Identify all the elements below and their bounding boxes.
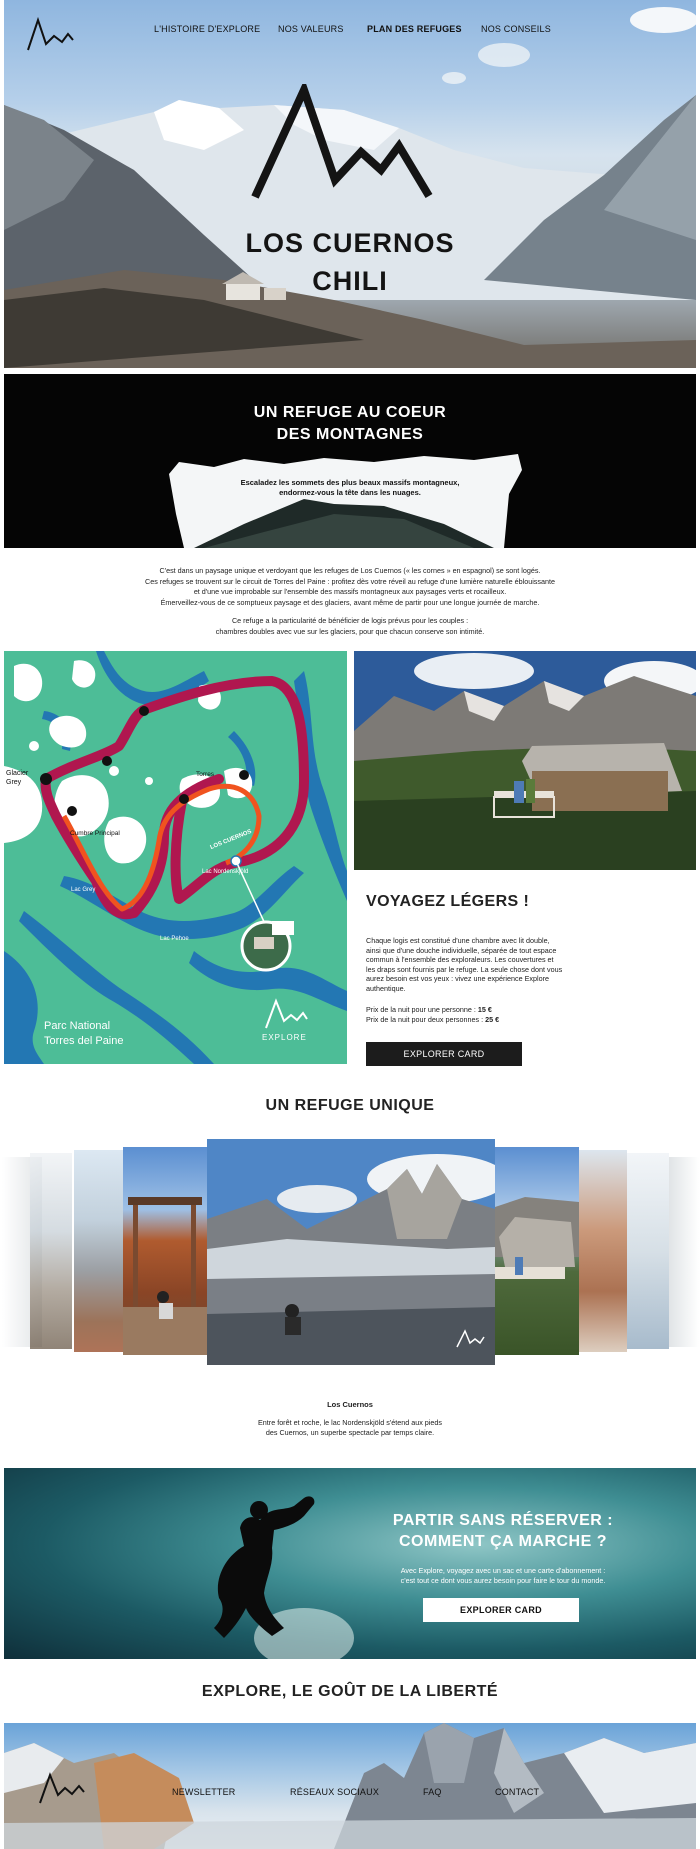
gallery-caption-line: Entre forêt et roche, le lac Nordenskjöld s'étend aux pieds [258,1418,442,1427]
refuge-map [4,651,347,1064]
map-label-glacier-word: Glacier [6,770,29,777]
footer-contact[interactable]: CONTACT [495,1787,540,1797]
map-park-line2: Torres del Paine [44,1035,124,1047]
map-label-lac-pehoe: Lac Pehoe [160,936,189,942]
voyagez-line: commun à l'ensemble des exploraleurs. Les couvertures et [366,955,554,965]
intro-line: C'est dans un paysage unique et verdoyant que les refuges de Los Cuernos (« les cornes » en espagnol) se sont logés. [159,566,541,575]
price-single-value: 15 € [477,1005,492,1014]
partir-line: c'est tout ce dont vous aurez besoin pour faire le tour du monde. [400,1576,606,1585]
gallery-thumb[interactable] [123,1147,207,1355]
band-title-line1: UN REFUGE AU COEUR [253,404,447,421]
price-double [366,1015,596,1025]
hero-title-line2: CHILI [312,266,388,296]
map-graphic [4,651,347,1064]
hero-section [4,0,696,368]
intro-line: Ces refuges se trouvent sur le circuit de Torres del Paine : profitez dès votre réveil au refuge d'une lumière naturelle éblouissante [145,576,555,586]
torres-photo [207,1139,495,1365]
map-label-cumbre: Cumbre Principal [70,830,120,837]
gallery-thumb[interactable] [669,1157,699,1347]
voyagez-line: authentique. [366,983,406,993]
gallery-main-photo[interactable] [207,1139,495,1365]
intro-line: et d'une vue improbable sur l'ensemble des massifs montagneux aux paysages verts et rocailleux. [193,587,507,596]
gallery-thumb[interactable] [627,1153,669,1349]
partir-title-line1: PARTIR SANS RÉSERVER : [392,1512,614,1529]
price-single-label: Prix de la nuit pour une personne : [366,1005,478,1014]
price-single [366,1005,596,1015]
footer [4,1723,696,1849]
partir-photo [4,1468,696,1659]
map-label-grey-word: Grey [6,779,22,786]
intro-line: Émerveillez-vous de ce somptueux paysage et des glaciers, avant même de partir pour une longue journée de marche. [160,597,540,607]
intro-line: Ce refuge a la particularité de bénéficier de logis prévus pour les couples : [231,616,469,625]
gallery-thumb[interactable] [579,1150,627,1352]
explorer-card-button[interactable]: EXPLORER CARD [366,1042,522,1066]
voyagez-line: ainsi que d'une douche individuelle, séparée de tout espace [366,945,557,955]
band-subtitle-line1: Escaladez les sommets des plus beaux massifs montagneux, [240,478,460,487]
gallery-thumb[interactable] [74,1150,124,1352]
gallery-caption-title: Los Cuernos [327,1400,373,1409]
partir-line: Avec Explore, voyagez avec un sac et une carte d'abonnement : [400,1566,606,1575]
nav-histoire[interactable]: L'HISTOIRE D'EXPLORE [154,24,261,34]
cabin-photo [354,651,696,870]
gallery-cabin-photo [495,1147,579,1355]
partir-title-line2: COMMENT ÇA MARCHE ? [399,1533,607,1550]
band-subtitle-line2: endormez-vous la tête dans les nuages. [279,488,421,497]
partir-explorer-card-button[interactable]: EXPLORER CARD [423,1598,579,1622]
price-double-value: 25 € [485,1014,500,1024]
liberte-title: EXPLORE, LE GOÛT DE LA LIBERTÉ [201,1683,499,1700]
gallery-caption-line: des Cuernos, un superbe spectacle par temps claire. [265,1428,435,1437]
map-label-glacier [6,769,28,787]
partir-section [4,1468,696,1659]
voyagez-description [366,936,596,994]
map-label-lac-nordenskjold: Lac Nordenskjöld [202,869,249,875]
nav-valeurs[interactable]: NOS VALEURS [278,24,344,34]
intro-line: chambres doubles avec vue sur les glaciers, pour que chacun conserve son intimité. [215,626,485,636]
map-label-los-cuernos: LOS CUERNOS [209,828,253,852]
footer-reseaux-sociaux[interactable]: RÉSEAUX SOCIAUX [290,1787,380,1797]
map-label-torres: Torres [196,771,215,778]
unique-title: UN REFUGE UNIQUE [265,1097,435,1114]
voyagez-line: aurez besoin est vos yeux : vivez une expérience Explore [366,974,549,984]
map-brand: EXPLORE [262,1033,307,1042]
gallery-caption [200,1418,500,1438]
intro-paragraph-2 [70,616,630,637]
partir-description [318,1566,688,1586]
refuge-band-section [4,374,696,548]
map-label-lac-grey: Lac Grey [71,887,96,893]
nav-plan-refuges[interactable]: PLAN DES REFUGES [367,24,462,34]
voyagez-line: les draps sont fournis par le refuge. La seule chose dont vous [366,964,563,974]
footer-faq[interactable]: FAQ [423,1787,442,1797]
cabin-photo-graphic [354,651,696,870]
gallery-thumb[interactable] [495,1147,579,1355]
torn-paper-photo [4,374,696,548]
voyagez-line: Chaque logis est constitué d'une chambre avec lit double, [366,936,550,945]
footer-newsletter[interactable]: NEWSLETTER [172,1787,236,1797]
band-title-line2: DES MONTAGNES [276,426,424,443]
footer-mountain-photo [4,1723,696,1849]
hero-logo-icon [249,84,439,202]
nav-conseils[interactable]: NOS CONSEILS [481,24,551,34]
map-park-name [44,1019,124,1049]
voyagez-title: VOYAGEZ LÉGERS ! [366,893,530,910]
voyagez-prices [366,1005,596,1024]
photo-gallery [0,1147,700,1371]
gallery-thumb[interactable] [30,1153,72,1349]
intro-paragraph-1 [70,566,630,608]
hero-title-line1: LOS CUERNOS [245,228,455,258]
map-park-line1: Parc National [44,1020,111,1032]
price-double-label: Prix de la nuit pour deux personnes : [366,1014,486,1024]
gallery-deck-photo [123,1147,207,1355]
explore-logo-icon[interactable] [26,16,74,52]
